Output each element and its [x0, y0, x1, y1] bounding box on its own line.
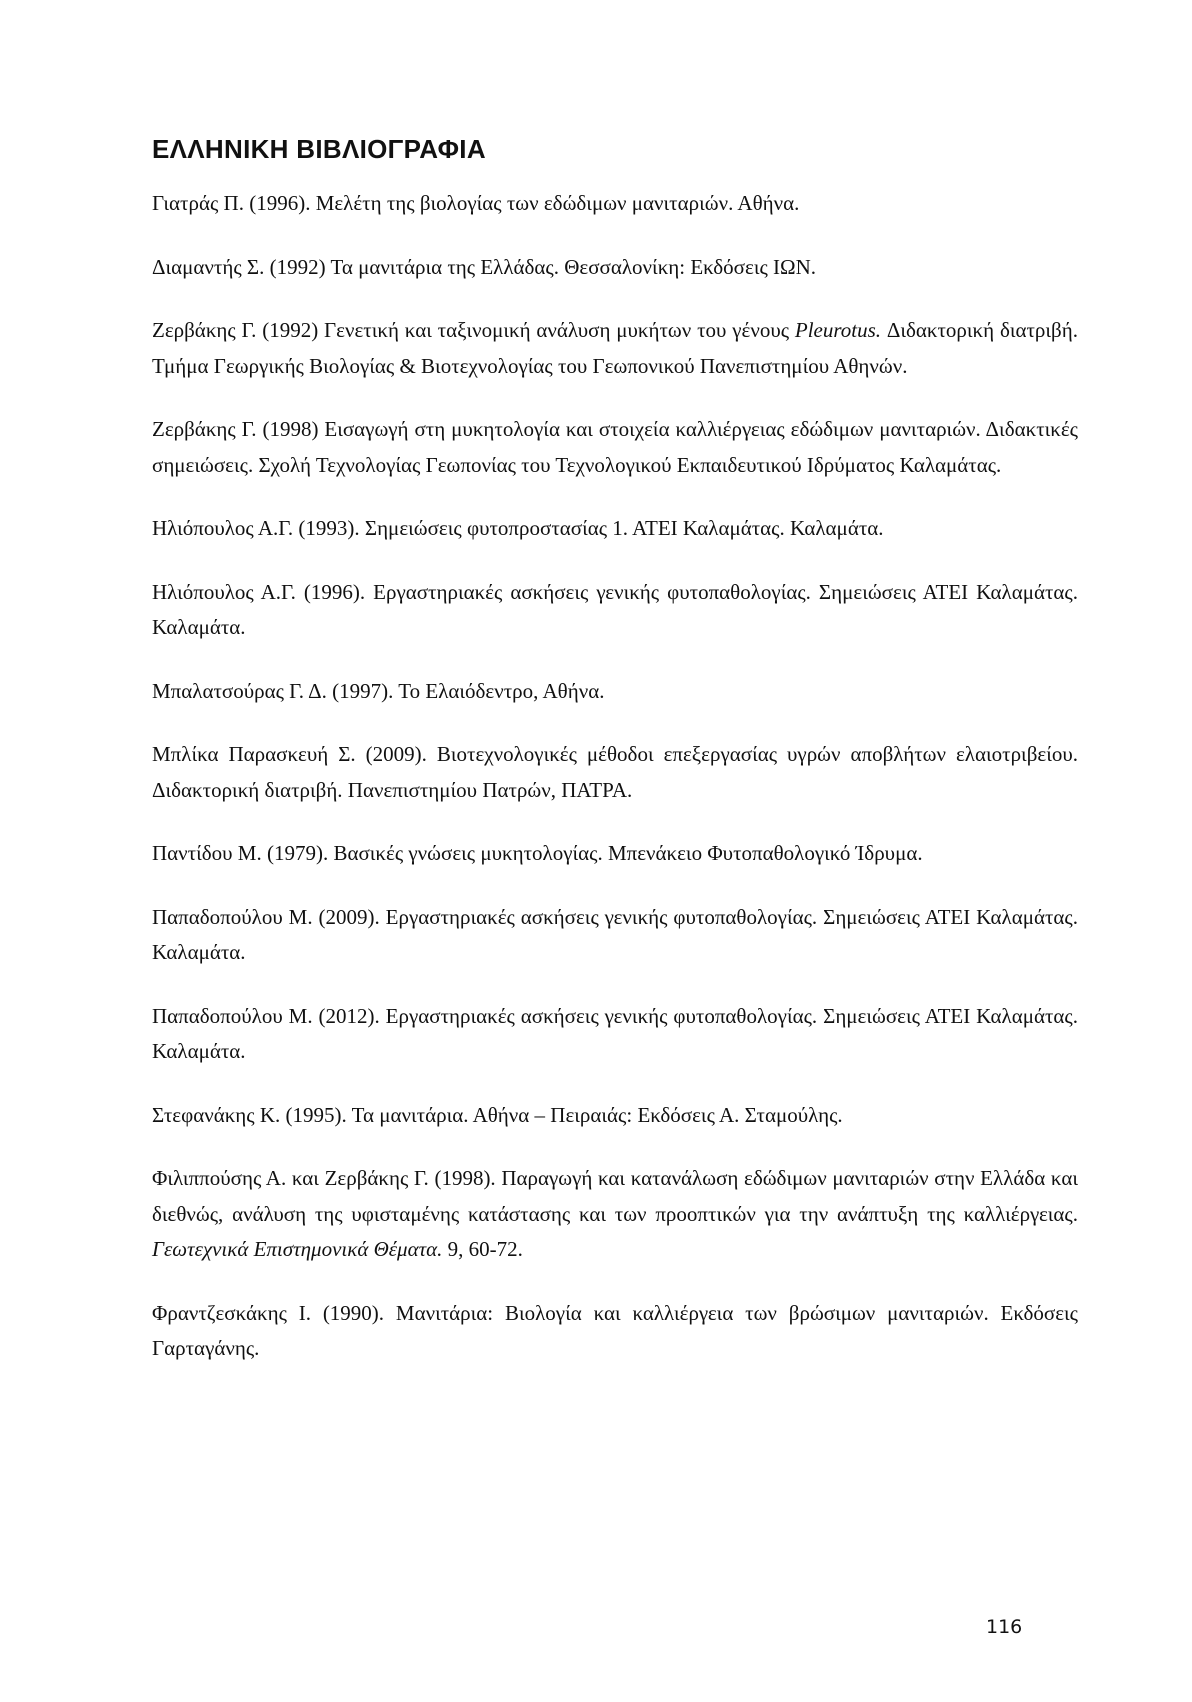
reference-text: Φιλιππούσης Α. και Ζερβάκης Γ. (1998). Παραγωγή και κατανάλωση εδώδιμων μανιταριών στην Ελλάδα και διεθνώς, ανάλυση της υφισταμένης κατάστασης και των προοπτικών για την ανάπτυξη της καλλιέργειας.	[152, 1166, 1078, 1226]
reference-entry	[152, 1098, 1078, 1134]
reference-entry	[152, 1296, 1078, 1367]
reference-entry	[152, 737, 1078, 808]
reference-text: Στεφανάκης Κ. (1995). Τα μανιτάρια. Αθήνα – Πειραιάς: Εκδόσεις Α. Σταμούλης.	[152, 1102, 843, 1127]
reference-entry	[152, 313, 1078, 384]
reference-entry	[152, 186, 1078, 222]
reference-text: Μπλίκα Παρασκευή Σ. (2009). Βιοτεχνολογικές μέθοδοι επεξεργασίας υγρών αποβλήτων ελαιοτριβείου. Διδακτορική διατριβή. Πανεπιστημίου Πατρών, ΠΑΤΡΑ.	[152, 742, 1078, 802]
reference-text: Ζερβάκης Γ. (1992) Γενετική και ταξινομική ανάλυση μυκήτων του γένους	[152, 318, 795, 342]
reference-text: Παπαδοπούλου Μ. (2012). Εργαστηριακές ασκήσεις γενικής φυτοπαθολογίας. Σημειώσεις ΑΤΕΙ Καλαμάτας. Καλαμάτα.	[152, 1003, 1078, 1063]
reference-entry	[152, 900, 1078, 971]
reference-text: Διαμαντής Σ. (1992) Τα μανιτάρια της Ελλάδας. Θεσσαλονίκη: Εκδόσεις ΙΩΝ.	[152, 254, 817, 279]
bibliography-heading: ΕΛΛΗΝΙΚΗ ΒΙΒΛΙΟΓΡΑΦΙΑ	[152, 134, 486, 164]
reference-text: Ηλιόπουλος Α.Γ. (1996). Εργαστηριακές ασκήσεις γενικής φυτοπαθολογίας. Σημειώσεις ΑΤΕΙ Καλαμάτας. Καλαμάτα.	[152, 579, 1078, 639]
reference-italic-title: Γεωτεχνικά Επιστημονικά Θέματα.	[152, 1237, 443, 1261]
page-number: 116	[986, 1616, 1023, 1638]
reference-text-continued: 9, 60-72.	[442, 1237, 523, 1261]
reference-entry	[152, 511, 1078, 547]
reference-italic-title: Pleurotus.	[794, 318, 882, 342]
reference-entry	[152, 250, 1078, 286]
reference-entry	[152, 1161, 1078, 1268]
reference-entry	[152, 999, 1078, 1070]
reference-text: Παντίδου Μ. (1979). Βασικές γνώσεις μυκητολογίας. Μπενάκειο Φυτοπαθολογικό Ίδρυμα.	[152, 841, 923, 865]
reference-text: Μπαλατσούρας Γ. Δ. (1997). Το Ελαιόδεντρο, Αθήνα.	[152, 678, 605, 703]
reference-text: Φραντζεσκάκης Ι. (1990). Μανιτάρια: Βιολογία και καλλιέργεια των βρώσιμων μανιταριών. Εκδόσεις Γαρταγάνης.	[152, 1300, 1078, 1360]
reference-list	[152, 186, 1078, 1395]
reference-entry	[152, 836, 1078, 872]
reference-text: Παπαδοπούλου Μ. (2009). Εργαστηριακές ασκήσεις γενικής φυτοπαθολογίας. Σημειώσεις ΑΤΕΙ Καλαμάτας. Καλαμάτα.	[152, 904, 1078, 964]
reference-entry	[152, 575, 1078, 646]
reference-text: Ζερβάκης Γ. (1998) Εισαγωγή στη μυκητολογία και στοιχεία καλλιέργειας εδώδιμων μανιταριών. Διδακτικές σημειώσεις. Σχολή Τεχνολογίας Γεωπονίας του Τεχνολογικού Εκπαιδευτικού Ιδρύματος Καλαμάτας.	[152, 417, 1078, 477]
reference-entry	[152, 412, 1078, 483]
reference-text: Γιατράς Π. (1996). Μελέτη της βιολογίας των εδώδιμων μανιταριών. Αθήνα.	[152, 191, 800, 215]
reference-entry	[152, 674, 1078, 710]
reference-text: Ηλιόπουλος Α.Γ. (1993). Σημειώσεις φυτοπροστασίας 1. ΑΤΕΙ Καλαμάτας. Καλαμάτα.	[152, 516, 884, 540]
reference-text-continued: Διδακτορική διατριβή. Τμήμα Γεωργικής Βιολογίας & Βιοτεχνολογίας του Γεωπονικού Πανεπιστημίου Αθηνών.	[152, 318, 1078, 378]
